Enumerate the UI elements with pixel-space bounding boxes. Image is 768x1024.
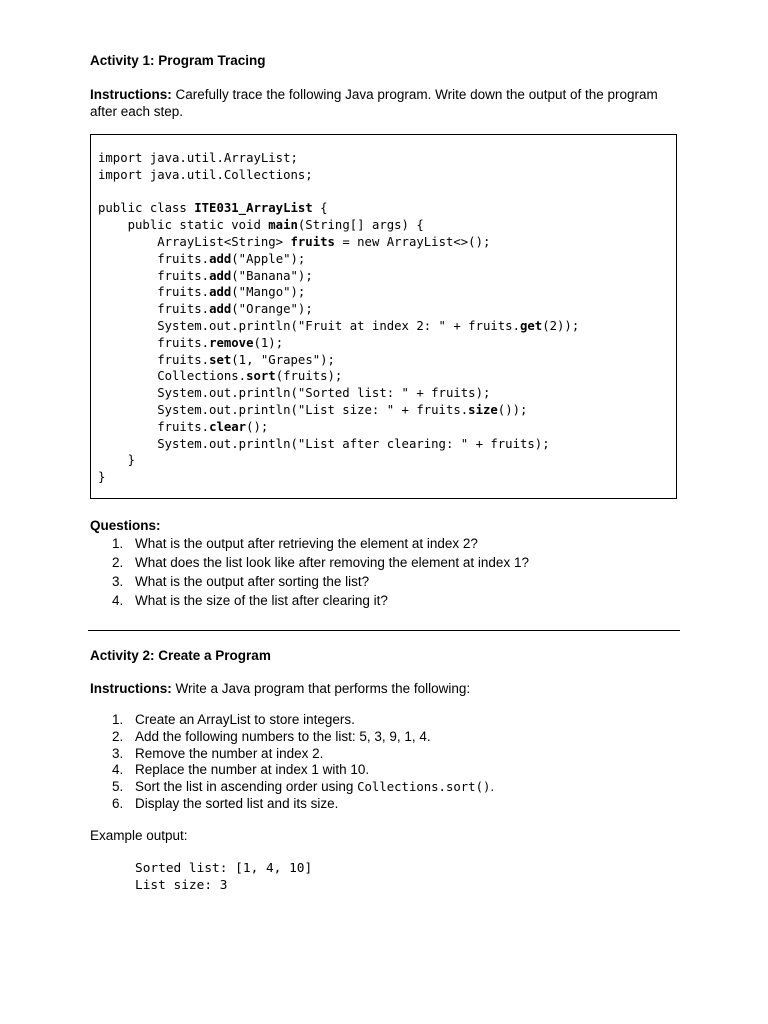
code-block xyxy=(90,134,677,499)
activity2-title: Activity 2: Create a Program xyxy=(90,648,271,663)
list-item: 4. What is the size of the list after clearing it? xyxy=(112,592,388,608)
activity2-instructions xyxy=(90,680,680,697)
questions-heading: Questions: xyxy=(90,518,161,533)
steps-list xyxy=(90,712,494,813)
activity2-instructions-label: Instructions: xyxy=(90,681,172,696)
list-item: 2. Add the following numbers to the list: 5, 3, 9, 1, 4. xyxy=(112,728,431,744)
section-divider xyxy=(88,630,680,631)
activity1-title: Activity 1: Program Tracing xyxy=(90,53,266,68)
list-item: 4. Replace the number at index 1 with 10. xyxy=(112,762,370,778)
list-item: 1. What is the output after retrieving the element at index 2? xyxy=(112,536,478,551)
list-item: 3. What is the output after sorting the list? xyxy=(112,573,370,589)
activity2-instructions-text: Write a Java program that performs the following: xyxy=(175,681,471,696)
activity1-instructions-label: Instructions: xyxy=(90,87,172,102)
list-item: 5. Sort the list in ascending order using Collections.sort(). xyxy=(112,779,495,795)
list-item: 6. Display the sorted list and its size. xyxy=(112,795,339,811)
activity1-instructions-text: Carefully trace the following Java program. Write down the output of the program after each step. xyxy=(90,87,658,119)
inline-code: Collections.sort() xyxy=(357,780,491,795)
activity1-instructions xyxy=(90,86,680,120)
example-output: Sorted list: [1, 4, 10] List size: 3 xyxy=(135,861,313,893)
list-item: 1. Create an ArrayList to store integers. xyxy=(112,712,355,727)
list-item: 3. Remove the number at index 2. xyxy=(112,745,324,761)
example-output-label: Example output: xyxy=(90,828,188,843)
questions-list xyxy=(90,535,529,611)
java-code: import java.util.ArrayList; import java.util.Collections; public class ITE031_ArrayList { public static void main(String[] args) { ArrayList<String> fruits = new ArrayList<>(); fruits.add("Apple"); fruits.add("Banana"); fruits.add("Mango"); fruits.add("Orange"); System.out.println("Fruit at index 2: " + fruits.get(2)); fruits.remove(1); fruits.set(1, "Grapes"); Collections.sort(fruits); System.out.println("Sorted list: " + fruits); System.out.println("List size: " + fruits.size()); fruits.clear(); System.out.println("List after clearing: " + fruits); } } xyxy=(98,151,580,485)
list-item: 2. What does the list look like after removing the element at index 1? xyxy=(112,554,529,570)
